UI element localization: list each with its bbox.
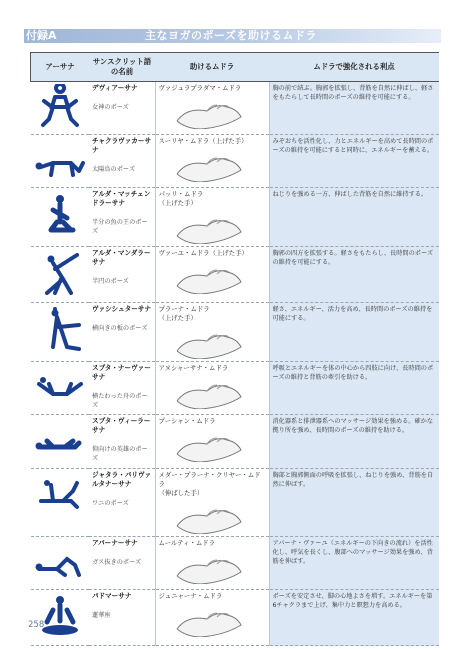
- mudra-name: アヌシャーサナ・ムドラ: [158, 364, 229, 372]
- japanese-name: 横たわった舟のポーズ: [92, 393, 148, 409]
- pose-figure-icon: [33, 305, 87, 353]
- mudra-name: ムールティ・ムドラ: [158, 539, 216, 547]
- mudra-cell: [155, 82, 269, 135]
- mudra-name: ヴァジュラプラダマ・ムドラ: [158, 84, 242, 92]
- name-cell: [89, 135, 155, 188]
- japanese-name: 仰向けの英雄のポーズ: [92, 446, 148, 462]
- benefit-cell: 呼吸とエネルギーを体の中心から四肢に向け、長時間のポーズの維持と背筋の牽引を助ける。: [269, 362, 439, 415]
- japanese-name: ワニのポーズ: [92, 500, 129, 507]
- pose-figure-icon: [33, 539, 87, 587]
- sanskrit-name: デヴィアーサナ: [92, 84, 138, 92]
- name-cell: [89, 537, 155, 590]
- table-row: [31, 303, 440, 362]
- japanese-name: 横向きの板のポーズ: [92, 325, 148, 332]
- sanskrit-name: アルダ・マンダラーサナ: [92, 249, 151, 266]
- name-cell: [89, 303, 155, 362]
- table-row: [31, 469, 440, 537]
- pose-cell: [31, 537, 90, 590]
- japanese-name: 半分の魚の王のポーズ: [92, 219, 148, 235]
- table-row: [31, 362, 440, 415]
- mudra-cell: [155, 537, 269, 590]
- pose-figure-icon: [33, 249, 87, 297]
- pose-figure-icon: [33, 190, 87, 238]
- benefit-cell: 胸の前で結ぶ。胸郭を拡張し、背筋を自然に伸ばし、軽さをもたらして長時間のポーズの維持を可能にする。: [269, 82, 439, 135]
- sanskrit-name: チャクラヴァカーサナ: [92, 137, 152, 154]
- pose-cell: [31, 303, 90, 362]
- name-cell: [89, 469, 155, 537]
- mudra-cell: [155, 590, 269, 646]
- mudra-table: [30, 52, 439, 646]
- sanskrit-name: アルダ・マッチェンドラーサナ: [92, 190, 151, 207]
- sanskrit-name: ヴァシシュターサナ: [92, 305, 151, 313]
- col-header-benefit: ムドラで強化される利点: [269, 53, 439, 82]
- japanese-name: 女神のポーズ: [92, 104, 129, 111]
- pose-cell: [31, 469, 90, 537]
- table-row: [31, 537, 440, 590]
- col-header-sanskrit-text: サンスクリット語 の名前: [92, 57, 152, 76]
- pose-cell: [31, 135, 90, 188]
- pose-cell: [31, 188, 90, 247]
- sanskrit-name: パドマーサナ: [92, 592, 132, 600]
- pose-cell: [31, 247, 90, 303]
- pose-cell: [31, 82, 90, 135]
- mudra-cell: [155, 247, 269, 303]
- sanskrit-name: ジャタラ・パリヴァルタナーサナ: [92, 471, 152, 488]
- mudra-cell: [155, 362, 269, 415]
- table-row: [31, 188, 440, 247]
- table-header-row: [31, 53, 440, 82]
- mudra-cell: [155, 303, 269, 362]
- mudra-name: スーリヤ・ムドラ（上げた手）: [158, 137, 248, 145]
- table-row: [31, 247, 440, 303]
- mudra-hand-icon: [167, 500, 257, 534]
- table-row: [31, 135, 440, 188]
- mudra-hand-icon: [167, 375, 257, 409]
- benefit-cell: アパーナ・ヴァーユ（エネルギーの下向きの流れ）を活性化し、呼気を長くし、腹部へのマッサージ効果を強め、背筋を伸ばす。: [269, 537, 439, 590]
- mudra-hand-icon: [167, 550, 257, 584]
- mudra-name: プーシャン・ムドラ: [158, 417, 216, 425]
- mudra-hand-icon: [167, 260, 257, 294]
- mudra-hand-icon: [167, 148, 257, 182]
- sanskrit-name: スプタ・ナーヴァーサナ: [92, 364, 151, 381]
- mudra-name: パッリ・ムドラ （上げた手）: [158, 190, 204, 207]
- col-header-sanskrit: [89, 53, 155, 82]
- name-cell: [89, 362, 155, 415]
- benefit-cell: みぞおちを活性化し、力とエネルギーを高めて長時間のポーズの維持を可能にすると同時に、エネルギーを蓄える。: [269, 135, 439, 188]
- benefit-cell: 消化器系と排泄器系へのマッサージ効果を強める。確かな拠り所を強め、長時間のポーズの維持を助ける。: [269, 415, 439, 469]
- benefit-cell: 胸郭の四方を拡張する。軽さをもたらし、長時間のポーズの維持を可能にする。: [269, 247, 439, 303]
- pose-figure-icon: [33, 417, 87, 465]
- name-cell: [89, 82, 155, 135]
- benefit-cell: 軽さ、エネルギー、活力を高め、長時間のポーズの維持を可能にする。: [269, 303, 439, 362]
- mudra-cell: [155, 135, 269, 188]
- japanese-name: ガス抜きのポーズ: [92, 559, 142, 566]
- mudra-name: ジュニャーナ・ムドラ: [158, 592, 223, 600]
- mudra-cell: [155, 469, 269, 537]
- page-number: 258: [28, 620, 45, 630]
- pose-figure-icon: [33, 364, 87, 412]
- mudra-name: プラーナ・ムドラ （上げた手）: [158, 305, 210, 322]
- mudra-hand-icon: [167, 325, 257, 359]
- table-row: [31, 82, 440, 135]
- appendix-label: 付録A: [26, 29, 57, 42]
- table-row: [31, 415, 440, 469]
- japanese-name: 太陽鳥のポーズ: [92, 166, 136, 173]
- pose-figure-icon: [33, 137, 87, 185]
- sanskrit-name: アパーナーサナ: [92, 539, 138, 547]
- pose-figure-icon: [33, 84, 87, 132]
- name-cell: [89, 590, 155, 646]
- benefit-cell: ポーズを安定させ、脚の心地よさを増す。エネルギーを第6チャクラまで上げ、集中力と瞑想力を高める。: [269, 590, 439, 646]
- japanese-name: 半円のポーズ: [92, 278, 129, 285]
- mudra-cell: [155, 188, 269, 247]
- benefit-cell: 胸部と胸郭側面の呼吸を拡張し、ねじりを強め、背筋を自然に伸ばす。: [269, 469, 439, 537]
- mudra-hand-icon: [167, 428, 257, 462]
- name-cell: [89, 247, 155, 303]
- page-title: 主なヨガのポーズを助けるムドラ: [145, 29, 317, 42]
- japanese-name: 蓮華座: [92, 612, 111, 619]
- benefit-cell: ねじりを強める一方、伸ばした背筋を自然に維持する。: [269, 188, 439, 247]
- pose-cell: [31, 362, 90, 415]
- mudra-hand-icon: [167, 210, 257, 244]
- pose-cell: [31, 415, 90, 469]
- pose-figure-icon: [33, 592, 87, 640]
- col-header-mudra: 助けるムドラ: [155, 53, 269, 82]
- sanskrit-name: スプタ・ヴィーラーサナ: [92, 417, 151, 434]
- pose-figure-icon: [33, 471, 87, 519]
- mudra-cell: [155, 415, 269, 469]
- mudra-hand-icon: [167, 95, 257, 129]
- pose-cell: [31, 590, 90, 646]
- mudra-name: メダー・プラーナ・クリヤー・ムドラ （伸ばした手）: [158, 471, 261, 497]
- col-header-asana: アーサナ: [31, 53, 90, 82]
- name-cell: [89, 415, 155, 469]
- name-cell: [89, 188, 155, 247]
- mudra-hand-icon: [167, 603, 257, 637]
- table-row: [31, 590, 440, 646]
- mudra-name: ヴァーユ・ムドラ（上げた手）: [158, 249, 248, 257]
